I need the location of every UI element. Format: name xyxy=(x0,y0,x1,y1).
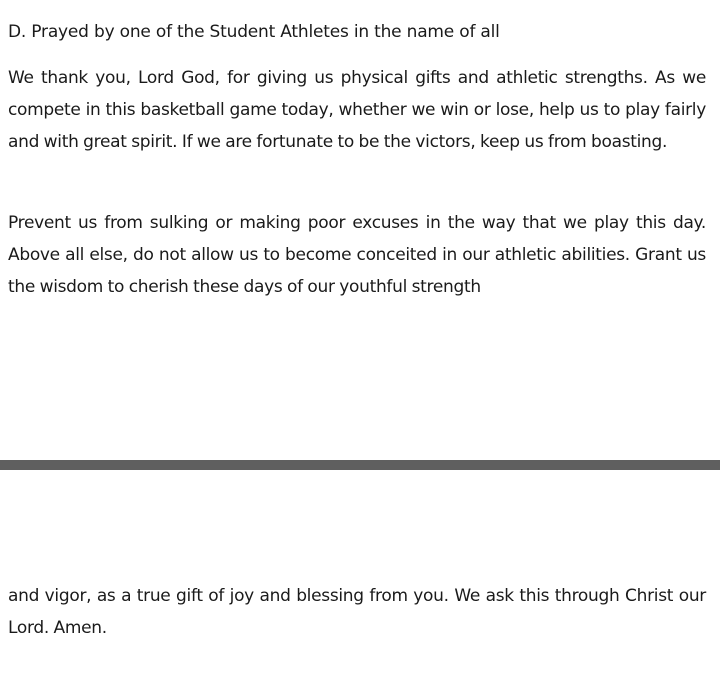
prayer-paragraph-1: We thank you, Lord God, for giving us physical gifts and athletic strengths. As we compete in this basketball game today, whether we win or lose, help us to play fairly and with great spirit. If we are fortunate to be the victors, keep us from boasting. xyxy=(8,68,706,152)
section-heading: D. Prayed by one of the Student Athletes in the name of all xyxy=(8,22,500,42)
prayer-paragraph-2: Prevent us from sulking or making poor excuses in the way that we play this day. Above all else, do not allow us to become conceited in our athletic abilities. Grant us the wisdom to cherish these days of our youthful strength xyxy=(8,213,706,297)
prayer-paragraph-continued: and vigor, as a true gift of joy and blessing from you. We ask this through Christ our Lord. Amen. xyxy=(8,586,706,638)
page-separator xyxy=(0,460,720,470)
document-page-bottom xyxy=(0,470,720,682)
